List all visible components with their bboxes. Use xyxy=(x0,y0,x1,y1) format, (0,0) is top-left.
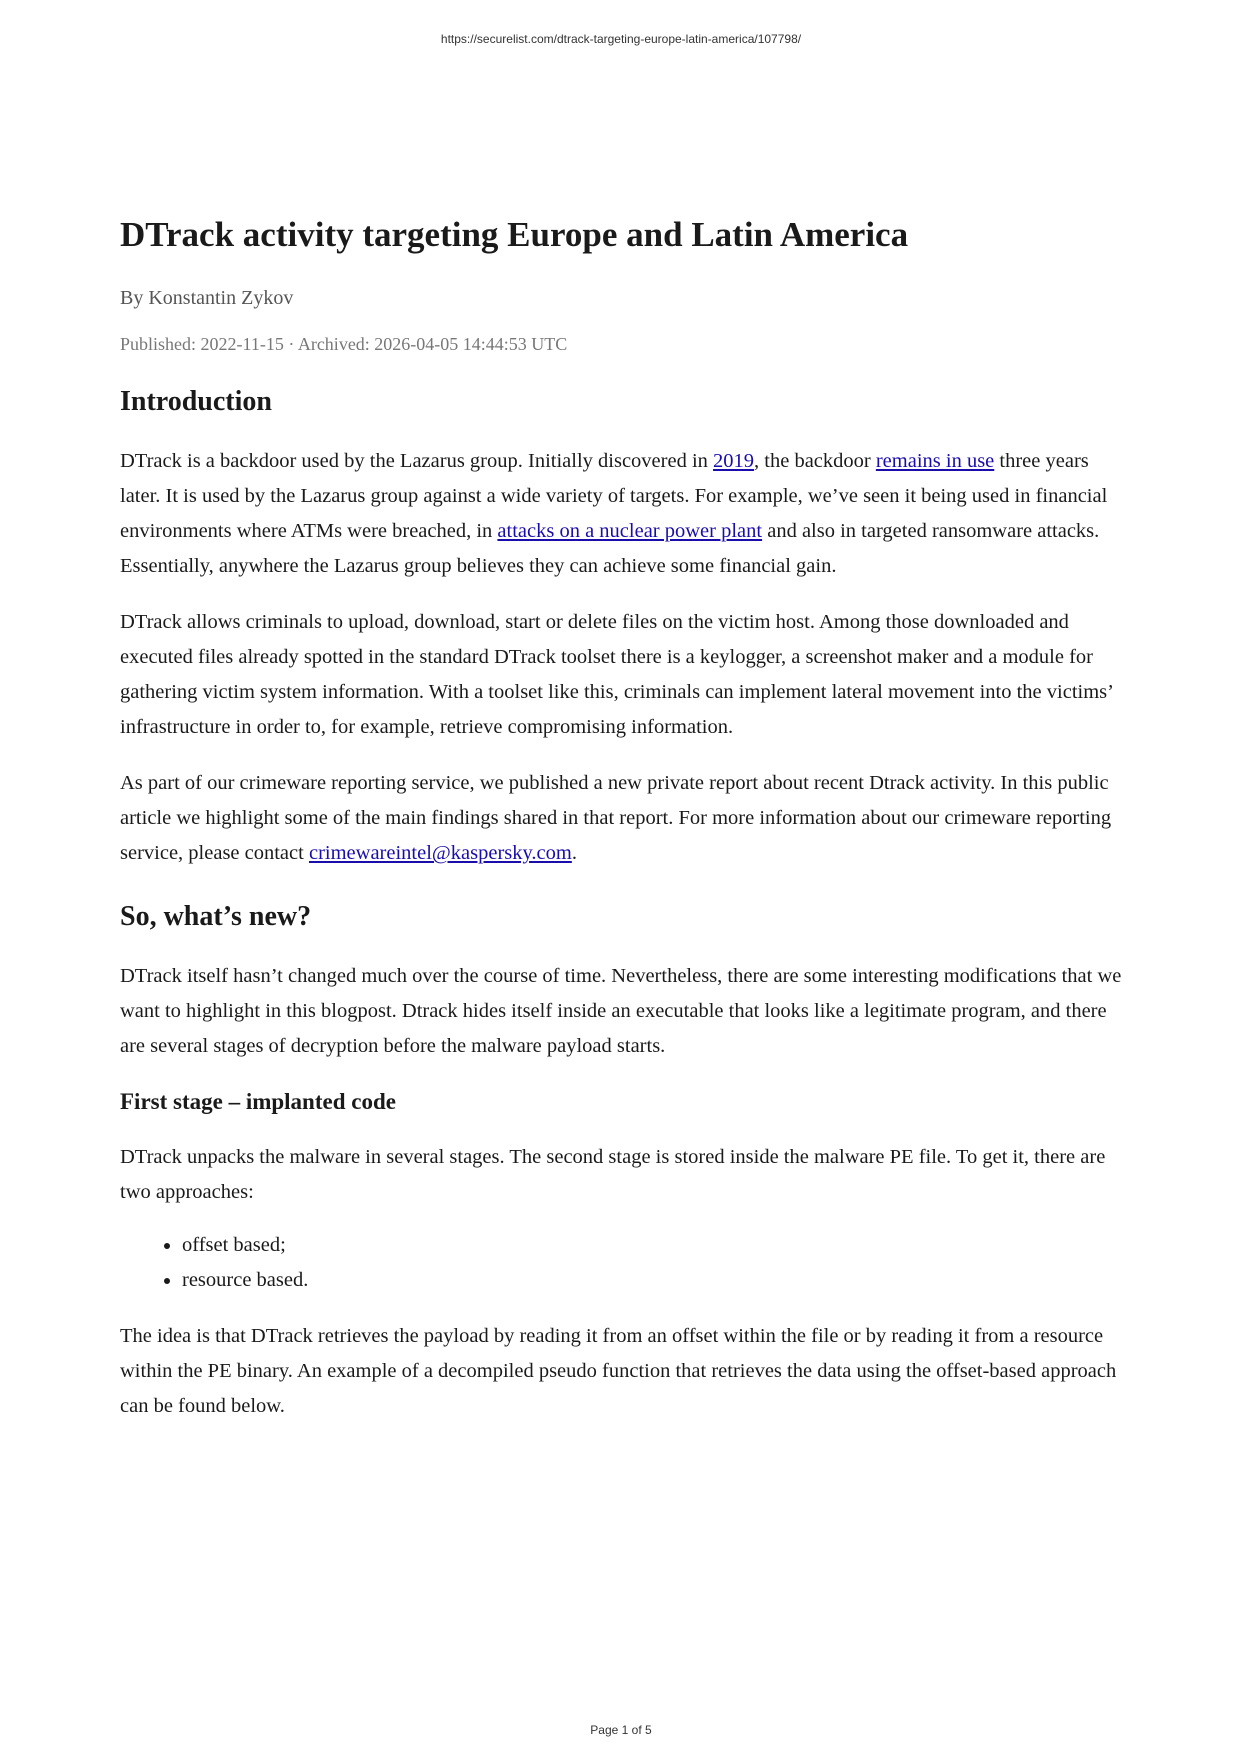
whats-new-paragraph: DTrack itself hasn’t changed much over the course of time. Nevertheless, there are some interesting modifications that we want to highlight in this blogpost. Dtrack hides itself inside an executable that looks like a legitimate program, and there are several stages of decryption before the malware payload starts. xyxy=(120,965,1122,1057)
article-byline: By Konstantin Zykov xyxy=(120,287,294,309)
list-item: • offset based; xyxy=(182,1228,1130,1263)
text-run: three years later. It is used by the Lazarus group against a wide variety of targets. For example, we’ve seen it being used in financial environments where ATMs were breached, in xyxy=(120,450,1108,542)
first-stage-paragraph-2: The idea is that DTrack retrieves the payload by reading it from an offset within the file or by reading it from a resource within the PE binary. An example of a decompiled pseudo function that retrieves the data using the offset-based approach can be found below. xyxy=(120,1325,1117,1417)
text-run: DTrack is a backdoor used by the Lazarus group. Initially discovered in xyxy=(120,450,714,472)
article xyxy=(120,212,1130,1424)
intro-paragraph-1 xyxy=(120,444,1130,584)
link-2019[interactable]: 2019 xyxy=(713,450,755,472)
intro-paragraph-2: DTrack allows criminals to upload, download, start or delete files on the victim host. Among those downloaded and executed files already spotted in the standard DTrack toolset there is a keylogger, a screenshot maker and a module for gathering victim system information. With a toolset like this, criminals can implement lateral movement into the victims’ infrastructure in order to, for example, retrieve compromising information. xyxy=(120,611,1113,738)
heading-introduction: Introduction xyxy=(120,386,272,417)
text-run: . xyxy=(571,842,577,864)
article-meta: Published: 2022-11-15 · Archived: 2026-04-05 14:44:53 UTC xyxy=(120,334,568,354)
page-url: https://securelist.com/dtrack-targeting-europe-latin-america/107798/ xyxy=(440,32,802,46)
email-link[interactable]: crimewareintel@kaspersky.com xyxy=(308,842,572,864)
first-stage-paragraph-1: DTrack unpacks the malware in several stages. The second stage is stored inside the malware PE file. To get it, there are two approaches: xyxy=(120,1146,1106,1203)
approach-list xyxy=(120,1228,1130,1298)
text-run: and also in targeted ransomware attacks. Essentially, anywhere the Lazarus group believes they can achieve some financial gain. xyxy=(120,520,1100,577)
heading-whats-new: So, what’s new? xyxy=(120,901,312,932)
text-run: As part of our crimeware reporting service, we published a new private report about recent Dtrack activity. In this public article we highlight some of the main findings shared in that report. For more information about our crimeware reporting service, please contact xyxy=(120,772,1112,864)
link-nuclear-power-plant[interactable]: attacks on a nuclear power plant xyxy=(497,520,763,542)
intro-paragraph-3 xyxy=(120,766,1130,871)
page-number: Page 1 of 5 xyxy=(590,1723,652,1737)
article-title: DTrack activity targeting Europe and Latin America xyxy=(120,215,909,254)
heading-first-stage: First stage – implanted code xyxy=(120,1089,396,1114)
link-remains-in-use[interactable]: remains in use xyxy=(875,450,995,472)
text-run: , the backdoor xyxy=(754,450,876,472)
list-item: • resource based. xyxy=(182,1263,1130,1298)
